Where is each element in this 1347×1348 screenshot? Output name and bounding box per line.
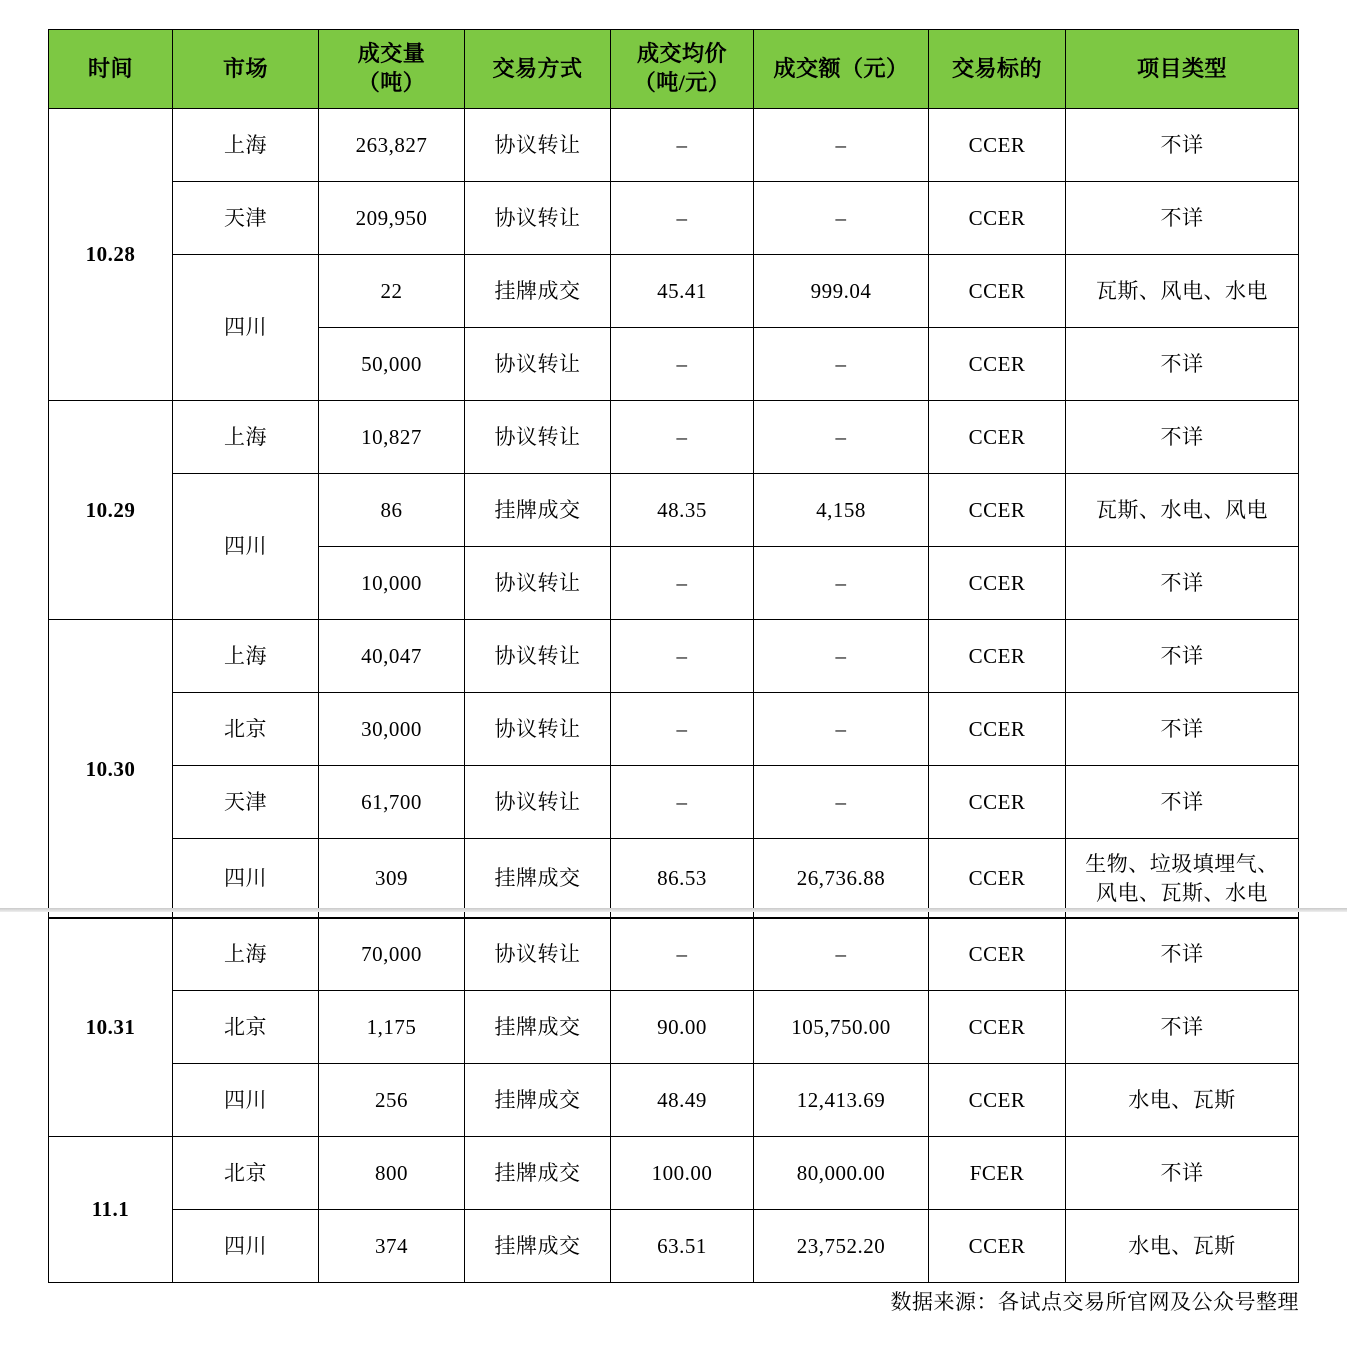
type-cell: 不详 xyxy=(1066,1137,1299,1210)
volume-cell: 800 xyxy=(319,1137,465,1210)
price-cell: – xyxy=(611,766,754,839)
market-cell: 天津 xyxy=(173,766,319,839)
market-cell: 四川 xyxy=(173,474,319,620)
market-cell: 上海 xyxy=(173,918,319,991)
top-table-wrapper xyxy=(0,29,1347,919)
carbon-trading-table-top xyxy=(48,29,1299,919)
price-cell: – xyxy=(611,918,754,991)
volume-cell: 209,950 xyxy=(319,182,465,255)
price-cell: 86.53 xyxy=(611,839,754,919)
volume-cell: 30,000 xyxy=(319,693,465,766)
price-cell: 100.00 xyxy=(611,1137,754,1210)
date-cell: 10.28 xyxy=(49,109,173,401)
target-cell: CCER xyxy=(929,255,1066,328)
table-header-row xyxy=(49,30,1299,109)
header-mode: 交易方式 xyxy=(465,30,611,109)
amount-cell: – xyxy=(754,547,929,620)
market-cell: 四川 xyxy=(173,1064,319,1137)
header-price-line1: 成交均价 xyxy=(636,41,727,67)
type-cell: 不详 xyxy=(1066,109,1299,182)
market-cell: 四川 xyxy=(173,839,319,919)
amount-cell: – xyxy=(754,620,929,693)
price-cell: – xyxy=(611,182,754,255)
mode-cell: 挂牌成交 xyxy=(465,1210,611,1283)
mode-cell: 挂牌成交 xyxy=(465,255,611,328)
volume-cell: 256 xyxy=(319,1064,465,1137)
price-cell: – xyxy=(611,620,754,693)
header-type: 项目类型 xyxy=(1066,30,1299,109)
amount-cell: – xyxy=(754,918,929,991)
table-row xyxy=(49,693,1299,766)
volume-cell: 50,000 xyxy=(319,328,465,401)
market-cell: 四川 xyxy=(173,1210,319,1283)
target-cell: CCER xyxy=(929,766,1066,839)
table-row xyxy=(49,620,1299,693)
type-cell: 不详 xyxy=(1066,991,1299,1064)
mode-cell: 协议转让 xyxy=(465,401,611,474)
mode-cell: 协议转让 xyxy=(465,328,611,401)
type-cell: 不详 xyxy=(1066,547,1299,620)
amount-cell: – xyxy=(754,401,929,474)
page-divider xyxy=(0,908,1347,912)
header-market: 市场 xyxy=(173,30,319,109)
mode-cell: 挂牌成交 xyxy=(465,1137,611,1210)
header-target: 交易标的 xyxy=(929,30,1066,109)
type-cell-line2: 风电、瓦斯、水电 xyxy=(1096,880,1268,905)
target-cell: CCER xyxy=(929,620,1066,693)
volume-cell: 40,047 xyxy=(319,620,465,693)
table-row xyxy=(49,109,1299,182)
amount-cell: 12,413.69 xyxy=(754,1064,929,1137)
price-cell: 48.49 xyxy=(611,1064,754,1137)
date-cell: 10.29 xyxy=(49,401,173,620)
amount-cell: 999.04 xyxy=(754,255,929,328)
type-cell: 不详 xyxy=(1066,620,1299,693)
table-row xyxy=(49,1137,1299,1210)
volume-cell: 263,827 xyxy=(319,109,465,182)
date-cell: 11.1 xyxy=(49,1137,173,1283)
price-cell: – xyxy=(611,328,754,401)
mode-cell: 协议转让 xyxy=(465,109,611,182)
mode-cell: 挂牌成交 xyxy=(465,1064,611,1137)
amount-cell: – xyxy=(754,766,929,839)
target-cell: CCER xyxy=(929,1064,1066,1137)
amount-cell: – xyxy=(754,693,929,766)
type-cell-line1: 生物、垃圾填埋气、 xyxy=(1085,852,1279,877)
target-cell: FCER xyxy=(929,1137,1066,1210)
type-cell xyxy=(1066,839,1299,919)
volume-cell: 10,827 xyxy=(319,401,465,474)
type-cell: 水电、瓦斯 xyxy=(1066,1064,1299,1137)
mode-cell: 挂牌成交 xyxy=(465,839,611,919)
header-price-line2: （吨/元） xyxy=(633,70,731,95)
mode-cell: 协议转让 xyxy=(465,918,611,991)
price-cell: – xyxy=(611,401,754,474)
table-row xyxy=(49,766,1299,839)
target-cell: CCER xyxy=(929,109,1066,182)
mode-cell: 协议转让 xyxy=(465,693,611,766)
table-row xyxy=(49,255,1299,328)
price-cell: 48.35 xyxy=(611,474,754,547)
amount-cell: – xyxy=(754,182,929,255)
amount-cell: 23,752.20 xyxy=(754,1210,929,1283)
type-cell: 不详 xyxy=(1066,766,1299,839)
target-cell: CCER xyxy=(929,474,1066,547)
table-row xyxy=(49,1210,1299,1283)
volume-cell: 61,700 xyxy=(319,766,465,839)
market-cell: 北京 xyxy=(173,991,319,1064)
bottom-table-wrapper xyxy=(0,917,1347,1283)
table-row xyxy=(49,918,1299,991)
table-row xyxy=(49,401,1299,474)
market-cell: 上海 xyxy=(173,401,319,474)
header-volume-line2: （吨） xyxy=(357,70,426,95)
type-cell: 不详 xyxy=(1066,693,1299,766)
amount-cell: – xyxy=(754,109,929,182)
table-row xyxy=(49,839,1299,919)
type-cell: 瓦斯、水电、风电 xyxy=(1066,474,1299,547)
amount-cell: 26,736.88 xyxy=(754,839,929,919)
price-cell: 63.51 xyxy=(611,1210,754,1283)
date-cell: 10.31 xyxy=(49,918,173,1137)
volume-cell: 22 xyxy=(319,255,465,328)
price-cell: – xyxy=(611,109,754,182)
type-cell: 不详 xyxy=(1066,401,1299,474)
price-cell: – xyxy=(611,547,754,620)
table-row xyxy=(49,182,1299,255)
mode-cell: 挂牌成交 xyxy=(465,474,611,547)
type-cell: 不详 xyxy=(1066,328,1299,401)
price-cell: – xyxy=(611,693,754,766)
mode-cell: 挂牌成交 xyxy=(465,991,611,1064)
target-cell: CCER xyxy=(929,328,1066,401)
header-volume xyxy=(319,30,465,109)
type-cell: 水电、瓦斯 xyxy=(1066,1210,1299,1283)
volume-cell: 374 xyxy=(319,1210,465,1283)
header-time: 时间 xyxy=(49,30,173,109)
mode-cell: 协议转让 xyxy=(465,620,611,693)
source-note: 数据来源：各试点交易所官网及公众号整理 xyxy=(890,1290,1299,1314)
market-cell: 天津 xyxy=(173,182,319,255)
price-cell: 45.41 xyxy=(611,255,754,328)
type-cell: 瓦斯、风电、水电 xyxy=(1066,255,1299,328)
market-cell: 北京 xyxy=(173,1137,319,1210)
carbon-trading-table-bottom xyxy=(48,917,1299,1283)
mode-cell: 协议转让 xyxy=(465,547,611,620)
type-cell: 不详 xyxy=(1066,918,1299,991)
volume-cell: 309 xyxy=(319,839,465,919)
target-cell: CCER xyxy=(929,918,1066,991)
table-row xyxy=(49,474,1299,547)
mode-cell: 协议转让 xyxy=(465,182,611,255)
date-cell: 10.30 xyxy=(49,620,173,919)
volume-cell: 86 xyxy=(319,474,465,547)
amount-cell: – xyxy=(754,328,929,401)
market-cell: 四川 xyxy=(173,255,319,401)
header-price xyxy=(611,30,754,109)
volume-cell: 10,000 xyxy=(319,547,465,620)
target-cell: CCER xyxy=(929,991,1066,1064)
volume-cell: 70,000 xyxy=(319,918,465,991)
target-cell: CCER xyxy=(929,1210,1066,1283)
table-row xyxy=(49,991,1299,1064)
type-cell: 不详 xyxy=(1066,182,1299,255)
amount-cell: 105,750.00 xyxy=(754,991,929,1064)
market-cell: 上海 xyxy=(173,620,319,693)
target-cell: CCER xyxy=(929,839,1066,919)
market-cell: 北京 xyxy=(173,693,319,766)
header-amount: 成交额（元） xyxy=(754,30,929,109)
target-cell: CCER xyxy=(929,182,1066,255)
amount-cell: 80,000.00 xyxy=(754,1137,929,1210)
target-cell: CCER xyxy=(929,401,1066,474)
table-row xyxy=(49,1064,1299,1137)
market-cell: 上海 xyxy=(173,109,319,182)
price-cell: 90.00 xyxy=(611,991,754,1064)
header-volume-line1: 成交量 xyxy=(357,41,426,67)
target-cell: CCER xyxy=(929,693,1066,766)
amount-cell: 4,158 xyxy=(754,474,929,547)
volume-cell: 1,175 xyxy=(319,991,465,1064)
target-cell: CCER xyxy=(929,547,1066,620)
mode-cell: 协议转让 xyxy=(465,766,611,839)
